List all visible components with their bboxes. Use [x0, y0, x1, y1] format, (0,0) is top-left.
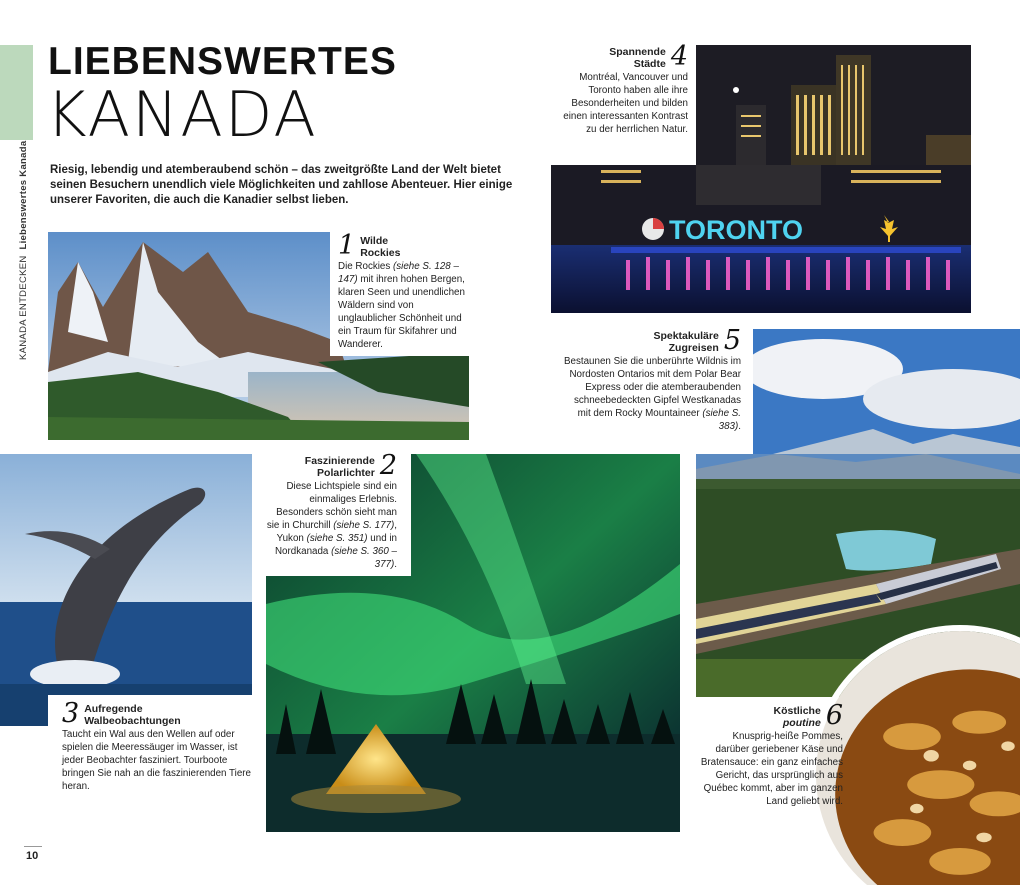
chapter-label: Liebenswertes Kanada — [18, 140, 29, 250]
item-1-title-2: Rockies — [360, 247, 401, 260]
item-2-title-2: Polarlichter — [317, 467, 375, 480]
item-3-box — [48, 695, 252, 815]
item-3-title-1: Aufregende — [84, 703, 143, 715]
title-line-2: KANADA — [46, 78, 318, 151]
item-1-box — [330, 232, 472, 356]
item-2-number: 2 — [379, 450, 397, 481]
title-line-1: LIEBENSWERTES — [48, 40, 397, 83]
item-3-text: Taucht ein Wal aus den Wellen auf oder spielen die Meeressäuger im Wasser, ist jeder Beobachter fasziniert. Tourboote bringen Sie nah an die faszinierenden Tiere heran. — [62, 729, 251, 792]
item-6-title-2: poutine — [782, 717, 821, 730]
item-5-title-2: Zugreisen — [668, 342, 719, 355]
item-5-text-a: Bestaunen Sie die unberührte Wildnis im Nordosten Ontarios mit dem Polar Bear Express oder die atemberaubenden schneebedeckten Gipfel Westkanadas mit dem Rocky Mountaineer — [564, 356, 741, 419]
item-3-heading — [62, 698, 252, 729]
item-6-heading — [696, 700, 843, 731]
section-color-tab — [0, 45, 33, 140]
toronto-photo-bottom — [551, 165, 971, 313]
item-4-number: 4 — [670, 41, 688, 72]
item-3-number: 3 — [62, 698, 80, 729]
train-photo-sky — [753, 329, 1020, 454]
item-4-title-2: Städte — [633, 58, 666, 71]
item-5-heading — [560, 325, 741, 356]
item-6-title-1: Köstliche — [773, 705, 821, 717]
item-1-ref: (siehe S. 128 –147) — [338, 261, 459, 286]
toronto-sign-text: TORONTO — [669, 215, 804, 245]
page-number-rule — [24, 846, 42, 847]
item-5-title-1: Spektakuläre — [653, 330, 719, 342]
item-6-number: 6 — [825, 700, 843, 731]
item-4-heading — [551, 41, 688, 72]
item-2-ref-2: (siehe S. 351) — [306, 532, 368, 544]
item-6-text: Knusprig-heiße Pommes, darüber geriebener Käse und Bratensauce: ein ganz einfaches Gericht, das ursprünglich aus Québec kommt, aber im ganzen Land geliebt wird. — [700, 731, 843, 807]
item-3-title-2: Walbeobachtungen — [84, 715, 181, 728]
item-2-ref-3: (siehe S. 360 – 377) — [331, 545, 397, 570]
item-2-text-c: und in Nordkanada — [274, 532, 397, 557]
running-header — [18, 141, 29, 360]
item-2-title-1: Faszinierende — [304, 455, 375, 467]
item-2-text-d: . — [394, 558, 397, 570]
whale-photo — [0, 454, 252, 729]
intro-text: Riesig, lebendig und atemberaubend schön – das zweitgrößte Land der Welt bietet seinen Besuchern unendlich viele Möglichkeiten und zahllose Abenteuer. Hier einige unserer Favoriten, die auch die Kanadier selbst lieben. — [50, 164, 513, 206]
item-1-title-1: Wilde — [360, 235, 389, 247]
item-2-text — [266, 481, 397, 571]
item-1-text-a: Die Rockies — [338, 261, 393, 273]
item-1-number: 1 — [338, 230, 356, 261]
page-number: 10 — [26, 850, 39, 862]
item-2-text-a: Diese Lichtspiele sind ein einmaliges Erlebnis. Besonders schön sieht man sie in Churchill — [266, 481, 397, 531]
item-2-text-b: , Yukon — [276, 519, 397, 544]
item-5-number: 5 — [723, 325, 741, 356]
item-1-text — [338, 261, 472, 351]
item-4-title-1: Spannende — [609, 46, 666, 58]
item-2-heading — [266, 450, 397, 481]
item-5-text — [560, 356, 741, 434]
item-6-box — [696, 697, 843, 817]
toronto-photo-top — [696, 45, 971, 165]
item-5-box — [560, 325, 753, 454]
item-2-ref-1: (siehe S. 177) — [333, 519, 395, 531]
section-label: KANADA ENTDECKEN — [18, 255, 29, 360]
item-4-text: Montréal, Vancouver und Toronto haben alle ihre Besonderheiten und bilden einen interessanten Kontrast zu der herrlichen Natur. — [563, 72, 688, 135]
item-2-box — [266, 450, 411, 576]
item-5-text-b: . — [738, 420, 741, 432]
item-1-text-b: mit ihren hohen Bergen, klaren Seen und unendlichen Wäldern sind von unglaublicher Schönheit und ein Traum für Skifahrer und Wanderer. — [338, 274, 465, 350]
item-5-ref: (siehe S. 383) — [702, 407, 741, 432]
item-1-heading — [338, 230, 472, 261]
item-4-box — [551, 41, 696, 165]
